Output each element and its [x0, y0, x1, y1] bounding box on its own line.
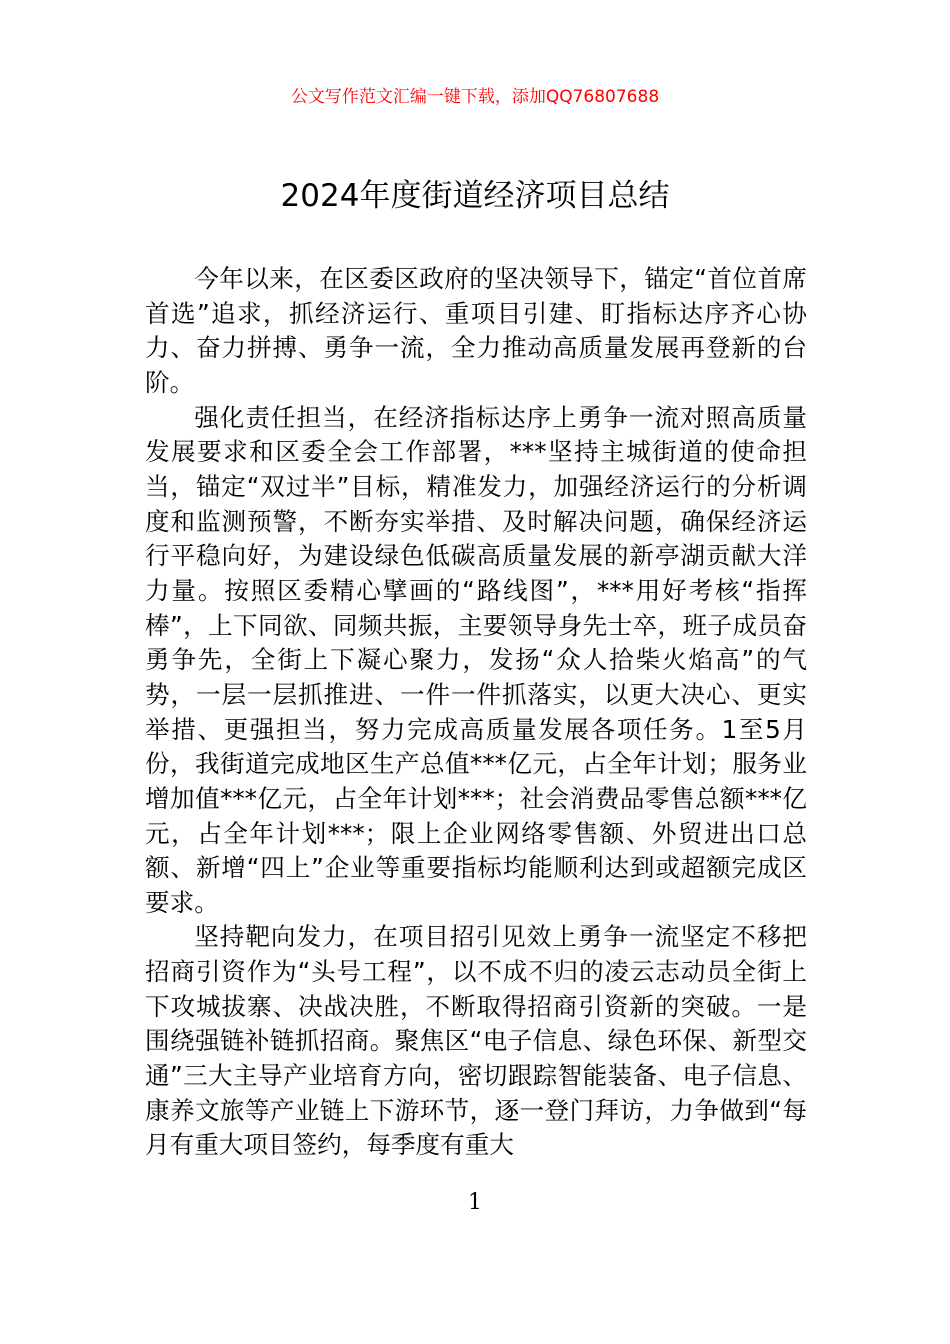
document-body [145, 262, 807, 1163]
page-number: 1 [468, 1190, 482, 1215]
download-notice: 公文写作范文汇编一键下载，添加QQ76807688 [290, 87, 660, 107]
paragraph-intro: 今年以来，在区委区政府的坚决领导下，锚定“首位首席首选”追求，抓经济运行、重项目引建、盯指标达序齐心协力、奋力拼搏、勇争一流，全力推动高质量发展再登新的台阶。 [145, 264, 807, 397]
paragraph-project-attraction: 坚持靶向发力，在项目招引见效上勇争一流坚定不移把招商引资作为“头号工程”，以不成不归的凌云志动员全街上下攻城拔寨、决战决胜，不断取得招商引资新的突破。一是围绕强链补链抓招商。聚焦区“电子信息、绿色环保、新型交通”三大主导产业培育方向，密切跟踪智能装备、电子信息、康养文旅等产业链上下游环节，逐一登门拜访，力争做到“每月有重大项目签约，每季度有重大 [145, 922, 807, 1160]
paragraph-economic-indicators: 强化责任担当，在经济指标达序上勇争一流对照高质量发展要求和区委全会工作部署，***坚持主城街道的使命担当，锚定“双过半”目标，精准发力，加强经济运行的分析调度和监测预警，不断夯实举措、及时解决问题，确保经济运行平稳向好，为建设绿色低碳高质量发展的新亭湖贡献大洋力量。按照区委精心擘画的“路线图”，***用好考核“指挥棒”，上下同欲、同频共振，主要领导身先士卒，班子成员奋勇争先，全街上下凝心聚力，发扬“众人拾柴火焰高”的气势，一层一层抓推进、一件一件抓落实，以更大决心、更实举措、更强担当，努力完成高质量发展各项任务。1至5月份，我街道完成地区生产总值***亿元，占全年计划；服务业增加值***亿元，占全年计划***；社会消费品零售总额***亿元，占全年计划***；限上企业网络零售额、外贸进出口总额、新增“四上”企业等重要指标均能顺利达到或超额完成区要求。 [145, 402, 807, 917]
document-title: 2024年度街道经济项目总结 [280, 178, 670, 214]
